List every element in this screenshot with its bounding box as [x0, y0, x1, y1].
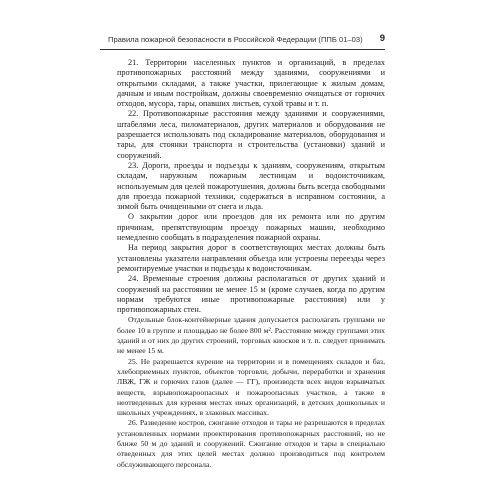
paragraph-26: 26. Разведение костров, сжигание отходов и тары не разрешаются в пределах установленных нормами проектирования противопожарных расстояний, но не ближе 50 м до зданий и сооружений. Сжигание отходов и тары в специально отведенных для этих целей местах должно производиться под контролем обслуживающего персонала.	[117, 418, 385, 469]
header-title: Правила пожарной безопасности в Российской Федерации (ППБ 01–03)	[108, 35, 363, 44]
running-header	[100, 33, 385, 50]
paragraph-road-closure: О закрытии дорог или проездов для их ремонта или по другим причинам, препятствующим проезду пожарных машин, необходимо немедленно сообщать в подразделения пожарной охраны.	[117, 212, 385, 243]
body-text	[117, 58, 385, 470]
paragraph-block-containers: Отдельные блок-контейнерные здания допускается располагать группами не более 10 в группе и площадью не более 800 м². Расстояние между группами этих зданий и от них до других строений, торговых киосков и т. п. следует принимать не менее 15 м.	[117, 315, 385, 356]
paragraph-23: 23. Дороги, проезды и подъезды к зданиям, сооружениям, открытым складам, наружным пожарным лестницам и водоисточникам, используемым для целей пожаротушения, должны быть всегда свободными для проезда пожарной техники, содержаться в исправном состоянии, а зимой быть очищенными от снега и льда.	[117, 160, 385, 212]
paragraph-24: 24. Временные строения должны располагаться от других зданий и сооружений на расстоянии не менее 15 м (кроме случаев, когда по другим нормам требуются иные противопожарные расстояния) или у противопожарных стен.	[117, 274, 385, 315]
paragraph-detour-signs: На период закрытия дорог в соответствующих местах должны быть установлены указатели направления объезда или устроены переезды через ремонтируемые участки и подъезды к водоисточникам.	[117, 243, 385, 273]
paragraph-25: 25. Не разрешается курение на территории и в помещениях складов и баз, хлебоприемных пунктов, объектов торговли, добычи, переработки и хранения ЛВЖ, ГЖ и горючих газов (далее — ГГ), производств всех видов взрывчатых веществ, взрывопожароопасных и пожароопасных участков, а также в неотведенных для курения местах иных организаций, в детских дошкольных и школьных учреждениях, в злаковых массивах.	[117, 356, 385, 418]
paragraph-21: 21. Территории населенных пунктов и организаций, в пределах противопожарных расстояний между зданиями, сооружениями и открытыми складами, а также участки, прилегающие к жилым домам, дачным и иным постройкам, должны своевременно очищаться от горючих отходов, мусора, тары, опавших листьев, сухой травы и т. п.	[117, 58, 385, 109]
paragraph-22: 22. Противопожарные расстояния между зданиями и сооружениями, штабелями леса, пиломатериалов, других материалов и оборудования не разрешается использовать под складирование материалов, оборудования и тары, для стоянки транспорта и строительства (установки) зданий и сооружений.	[117, 109, 385, 160]
page-number: 9	[379, 33, 385, 44]
